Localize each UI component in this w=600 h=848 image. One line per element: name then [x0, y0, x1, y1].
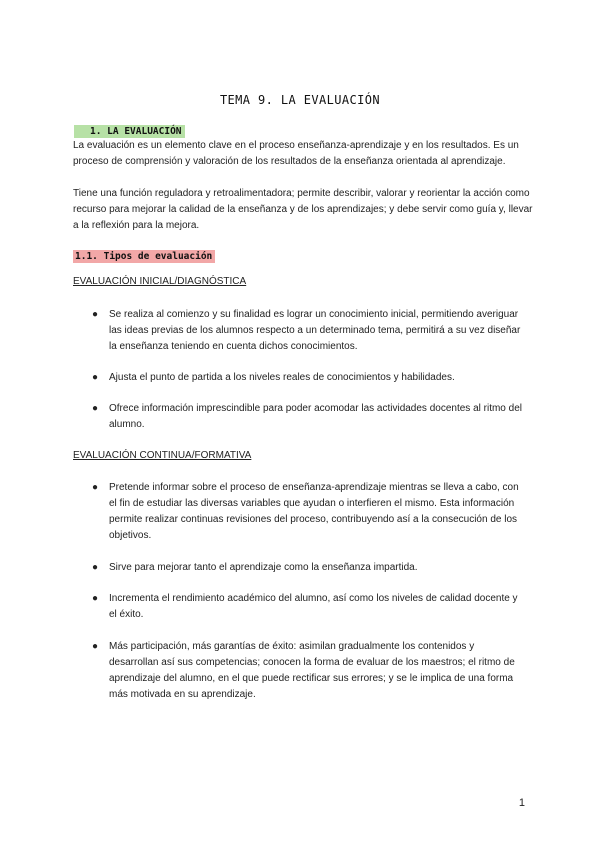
bullet-icon: ● [92, 641, 99, 652]
bullet-icon: ● [92, 309, 99, 320]
bullet-icon: ● [92, 482, 99, 493]
bullet-icon: ● [92, 562, 99, 573]
section-heading-tipos: 1.1. Tipos de evaluación [73, 250, 215, 263]
section-heading-evaluacion: 1. LA EVALUACIÓN [74, 125, 185, 138]
list-item-text: Ajusta el punto de partida a los niveles reales de conocimientos y habilidades. [109, 372, 455, 383]
paragraph-funcion: Tiene una función reguladora y retroalimentadora; permite describir, valorar y reorientar la acción como recurso para mejorar la calidad de la enseñanza y de los aprendizajes; y debe servir como guía y, llevar a la reflexión para la mejora. [73, 188, 533, 231]
page-number: 1 [518, 797, 525, 809]
bullet-icon: ● [92, 593, 99, 604]
list-item [92, 639, 524, 703]
list-item-text: Pretende informar sobre el proceso de enseñanza-aprendizaje mientras se lleva a cabo, con el fin de estudiar las diversas variables que ayudan o interfieren el mismo. Esta información permite realizar continuas revisiones del proceso, contribuyendo así a la consecución de los objetivos. [109, 482, 519, 541]
bullet-icon: ● [92, 372, 99, 383]
list-item-text: Incrementa el rendimiento académico del alumno, así como los niveles de calidad docente y el éxito. [109, 593, 518, 620]
list-item [92, 370, 524, 386]
list-item-text: Ofrece información imprescindible para poder acomodar las actividades docentes al ritmo del alumno. [109, 403, 522, 430]
subsection-title-continua: EVALUACIÓN CONTINUA/FORMATIVA [73, 450, 252, 461]
list-item-text: Se realiza al comienzo y su finalidad es lograr un conocimiento inicial, permitiendo averiguar las ideas previas de los alumnos respecto a un determinado tema, permitirá a su vez diseñar la enseñanza teniendo en cuenta dichos conocimientos. [109, 309, 521, 352]
document-title: TEMA 9. LA EVALUACIÓN [219, 93, 381, 107]
paragraph-definicion: La evaluación es un elemento clave en el proceso enseñanza-aprendizaje y en los resultados. Es un proceso de comprensión y valoración de los resultados de la enseñanza orientada al aprendizaje. [73, 140, 519, 167]
list-item [92, 307, 524, 355]
bullet-icon: ● [92, 403, 99, 414]
list-item-text: Más participación, más garantías de éxito: asimilan gradualmente los contenidos y desarrollan así sus competencias; conocen la forma de evaluar de los maestros; el ritmo de aprendizaje del alumno, en el que puede rectificar sus errores; y se le implica de una forma más motivada en su aprendizaje. [109, 641, 515, 700]
subsection-title-inicial: EVALUACIÓN INICIAL/DIAGNÓSTICA [73, 276, 247, 287]
list-item [92, 401, 524, 433]
list-item [92, 560, 524, 576]
list-item-text: Sirve para mejorar tanto el aprendizaje como la enseñanza impartida. [109, 562, 418, 573]
list-item [92, 480, 524, 544]
list-item [92, 591, 524, 623]
